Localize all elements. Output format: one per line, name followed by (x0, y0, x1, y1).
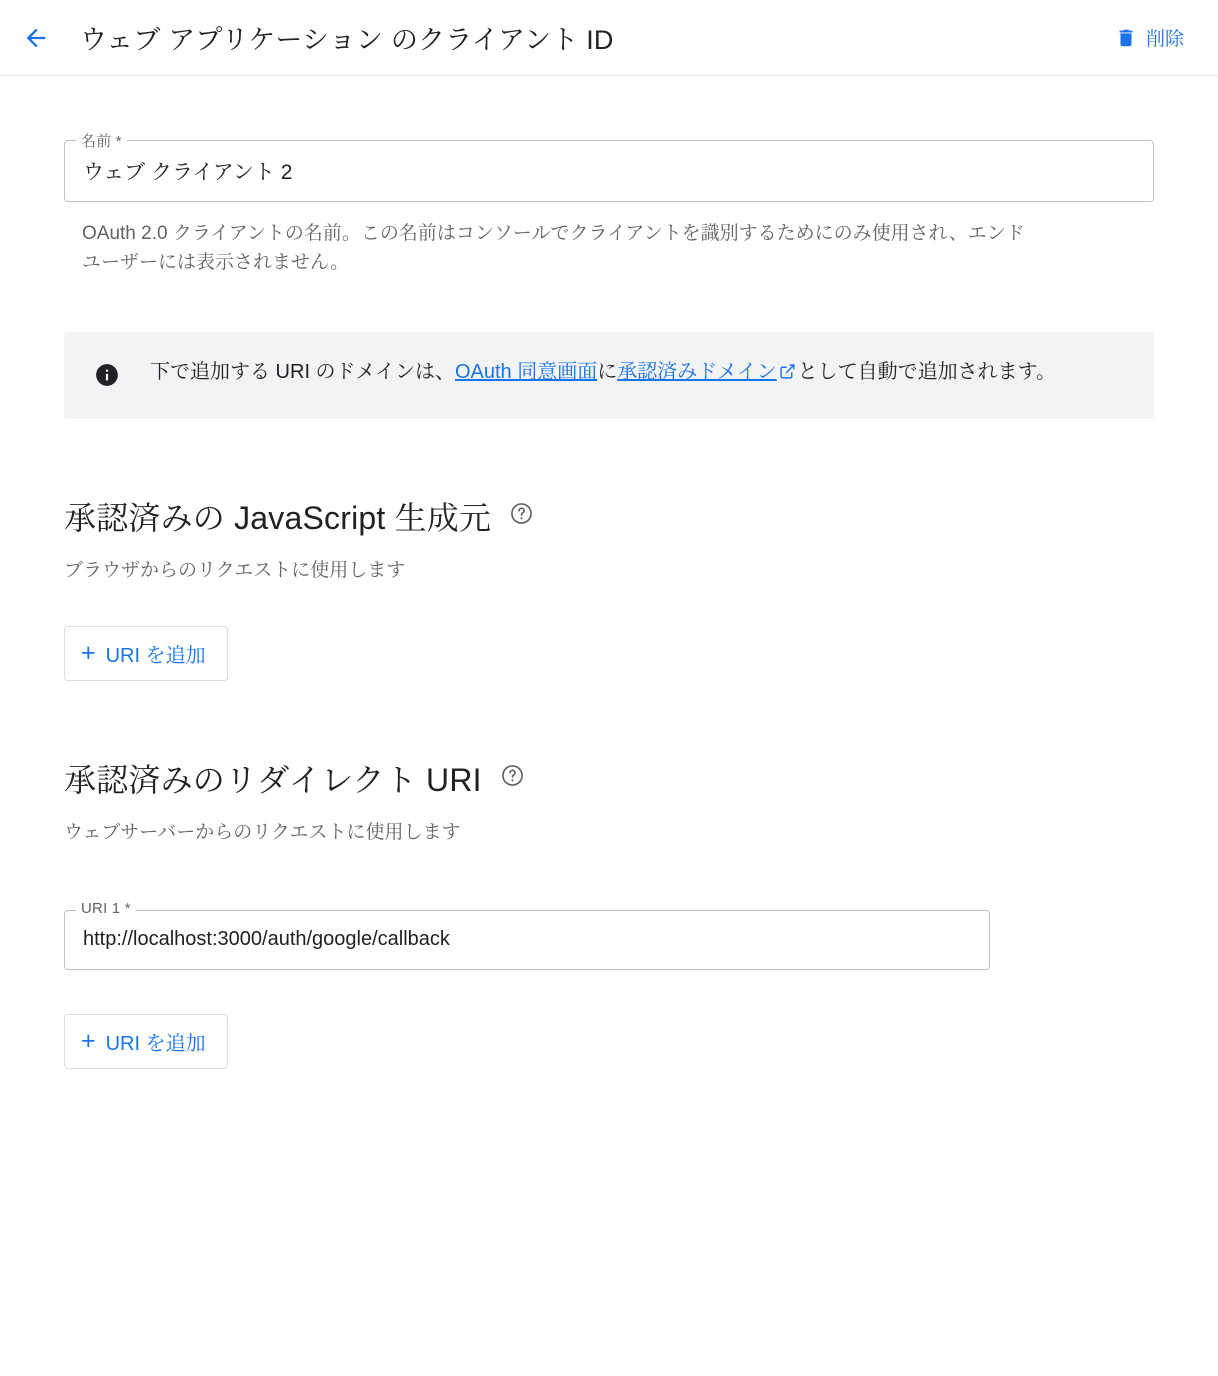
redirect-uris-title: 承認済みのリダイレクト URI (64, 761, 482, 798)
client-name-outline (64, 140, 1154, 202)
info-text-part-2: に (597, 360, 618, 383)
page-header (0, 0, 1218, 76)
delete-button[interactable] (1105, 16, 1194, 59)
oauth-consent-screen-link[interactable]: OAuth 同意画面 (454, 360, 598, 383)
javascript-origins-title-row (64, 493, 1154, 539)
info-icon (94, 362, 120, 393)
info-text-part-3: として自動で追加されます。 (797, 360, 1057, 383)
external-link-icon (779, 358, 796, 391)
redirect-uris-section (64, 755, 1154, 1069)
javascript-origins-section (64, 493, 1154, 681)
redirect-uris-subtitle: ウェブサーバーからのリクエストに使用します (64, 821, 461, 843)
info-banner (64, 332, 1154, 419)
plus-icon: + (81, 1026, 96, 1055)
back-arrow-icon (22, 24, 50, 52)
add-javascript-origin-label: URI を追加 (105, 644, 206, 667)
trash-icon (1115, 27, 1137, 49)
help-icon[interactable] (509, 497, 534, 534)
client-name-helper-text: OAuth 2.0 クライアントの名前。この名前はコンソールでクライアントを識別するためにのみ使用され、エンドユーザーには表示されません。 (82, 223, 1025, 274)
javascript-origins-title: 承認済みの JavaScript 生成元 (64, 499, 492, 536)
page-title: ウェブ アプリケーション のクライアント ID (80, 25, 614, 55)
redirect-uri-1-field[interactable] (64, 899, 990, 970)
info-text-part-1: 下で追加する URI のドメインは、 (150, 360, 455, 383)
delete-button-label: 削除 (1145, 29, 1184, 50)
info-banner-text (150, 356, 1056, 391)
client-name-field[interactable] (64, 133, 1154, 202)
redirect-uris-title-row (64, 755, 1154, 801)
client-name-input[interactable] (81, 158, 1137, 184)
redirect-uri-1-input[interactable] (81, 927, 973, 952)
add-javascript-origin-button[interactable] (64, 626, 228, 681)
add-redirect-uri-label: URI を追加 (105, 1032, 206, 1055)
back-button[interactable] (14, 16, 58, 60)
plus-icon: + (81, 638, 96, 667)
redirect-uri-1-outline (64, 910, 990, 970)
help-icon[interactable] (500, 759, 525, 796)
page-content (0, 133, 1218, 1069)
client-name-label: 名前 * (76, 130, 127, 151)
javascript-origins-subtitle: ブラウザからのリクエストに使用します (64, 559, 406, 581)
redirect-uri-1-label: URI 1 * (76, 900, 136, 917)
add-redirect-uri-button[interactable] (64, 1014, 228, 1069)
authorized-domains-link[interactable]: 承認済みドメイン (617, 360, 777, 383)
